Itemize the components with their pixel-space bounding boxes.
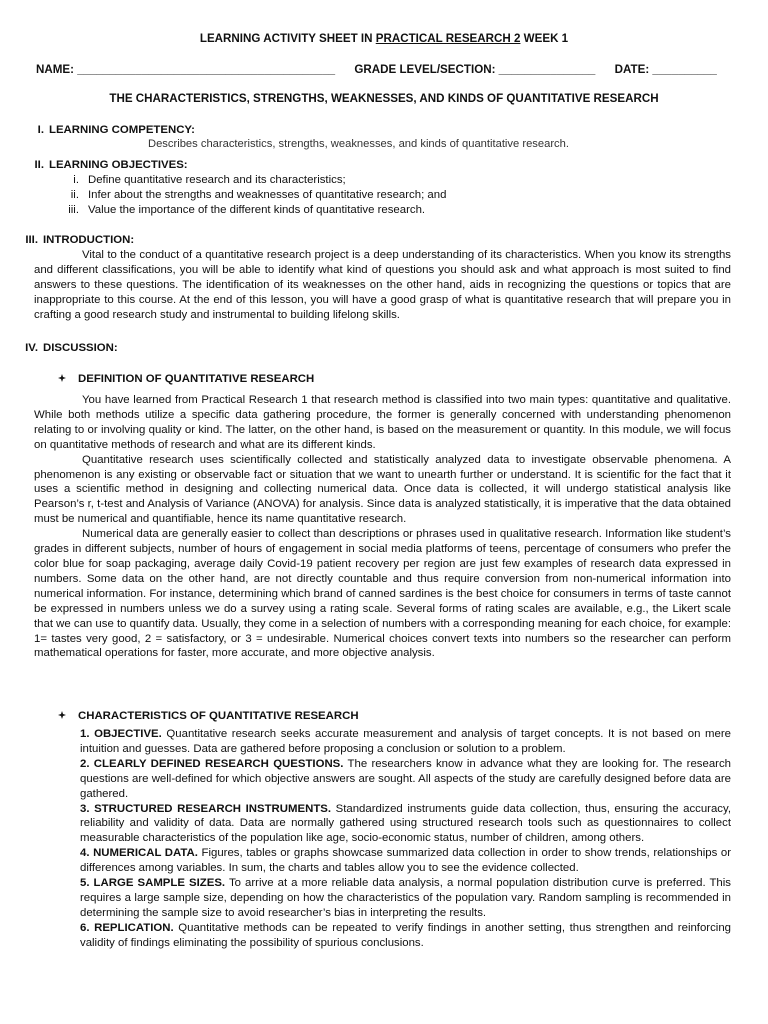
characteristic-text: Figures, tables or graphs showcase summarized data collection in order to show trends, relationships or differences among variables. In sum, the charts and tables allow you to see the evidence collected. [80, 847, 731, 875]
grade-section-field-label: GRADE LEVEL/SECTION: _______________ [354, 63, 596, 76]
objective-number: i. [73, 174, 79, 186]
section-title: LEARNING COMPETENCY: [49, 124, 195, 136]
competency-text: Describes characteristics, strengths, weaknesses, and kinds of quantitative research. [148, 138, 569, 150]
objectives-list [52, 173, 712, 219]
characteristic-text: The researchers know in advance what they are looking for. The research questions are well-defined for which objective answers are sought. All aspects of the study are carefully designed before data are gathered. [80, 757, 731, 800]
section-learning-competency [22, 123, 195, 138]
characteristic-text: To arrive at a more reliable data analysis, a normal population distribution curve is preferred. This requires a large sample size, depending on how the characteristics of the population vary. Random sampling is recommended in determining the sample size to avoid researcher’s bias in interpreting the results. [80, 877, 731, 919]
characteristics-heading [58, 709, 359, 724]
section-number: I. [37, 124, 44, 136]
objective-item [52, 188, 712, 203]
objective-item [52, 203, 712, 218]
characteristic-label: 4. NUMERICAL DATA. [80, 847, 198, 860]
section-learning-objectives [22, 158, 188, 173]
definition-body [34, 393, 731, 661]
section-discussion [16, 341, 118, 356]
section-title: INTRODUCTION: [43, 234, 135, 246]
characteristic-label: 3. STRUCTURED RESEARCH INSTRUMENTS. [80, 802, 332, 815]
diamond-bullet-icon [58, 374, 66, 382]
introduction-paragraph: Vital to the conduct of a quantitative research project is a deep understanding of its characteristics. When you know its strengths and different classifications, you will be able to identify what kind of questions you should ask and what approach is most suited to find answers to these questions. The identification of its weaknesses on the other hand, aids in recognizing the questions or topics that are inappropriate to this course. At the end of this lesson, you will have a good grasp of what is quantitative research that will prepare you in crafting a good research study and instrumental to building lifelong skills. [34, 249, 731, 321]
characteristic-item [80, 802, 731, 847]
title-suffix: WEEK 1 [520, 32, 569, 45]
student-info-line [36, 63, 736, 78]
definition-heading-text: DEFINITION OF QUANTITATIVE RESEARCH [78, 373, 315, 385]
characteristics-heading-text: CHARACTERISTICS OF QUANTITATIVE RESEARCH [78, 710, 359, 722]
section-introduction [16, 233, 134, 248]
section-number: III. [25, 234, 38, 246]
definition-paragraph: Quantitative research uses scientifically collected and statistically analyzed data to investigate observable phenomena. A phenomenon is any existing or observable fact or situation that we want to unearth further or understand. It is scientific for the fact that it uses a scientific method in designing and collecting numerical data. Once data is collected, it will undergo statistical analysis like Pearson’s r, t-test and Analysis of Variance (ANOVA) for analysis. Since data is analyzed statistically, it is imperative that the data obtained must be numerical and quantifiable, hence its name quantitative research. [34, 453, 731, 526]
definition-heading [58, 372, 314, 387]
objective-number: ii. [70, 189, 79, 202]
characteristic-label: 2. CLEARLY DEFINED RESEARCH QUESTIONS. [80, 757, 344, 770]
objective-number: iii. [68, 204, 79, 217]
characteristic-text: Quantitative methods can be repeated to verify findings in another setting, thus strengthen and reinforcing validity of findings eliminating the possibility of spurious conclusions. [80, 921, 731, 949]
characteristic-item [80, 727, 731, 757]
characteristic-label: 1. OBJECTIVE. [80, 728, 162, 740]
title-subject: PRACTICAL RESEARCH 2 [375, 32, 521, 45]
sheet-title [0, 32, 768, 47]
characteristic-text: Standardized instruments guide data collection, thus, ensuring the accuracy, reliability and validity of data. Data are normally gathered using structured research tools such as questionnaires to collect measurable characteristics of the population like age, socio-economic status, number of children, among others. [80, 802, 732, 845]
date-field-label: DATE: __________ [614, 63, 717, 76]
definition-paragraph: You have learned from Practical Research 1 that research method is classified into two main types: quantitative and qualitative. While both methods utilize a specific data gathering procedure, the former is generally concerned with understanding phenomenon relating to or involving quality or kind. The latter, on the other hand, is based on the measurement or quantity. In this module, we will focus on quantitative methods of research and what are its different kinds. [34, 394, 731, 451]
section-number: II. [34, 159, 44, 171]
characteristic-text: Quantitative research seeks accurate measurement and analysis of target concepts. It is not based on mere intuition and guesses. Data are gathered before proposing a conclusion or solution to a problem. [80, 728, 731, 755]
lesson-subtitle: THE CHARACTERISTICS, STRENGTHS, WEAKNESSES, AND KINDS OF QUANTITATIVE RESEARCH [109, 92, 659, 105]
title-prefix: LEARNING ACTIVITY SHEET IN [199, 32, 376, 45]
objective-text: Value the importance of the different kinds of quantitative research. [88, 204, 426, 217]
characteristic-item [80, 757, 731, 802]
characteristic-item [80, 876, 731, 921]
characteristic-item [80, 846, 731, 876]
diamond-bullet-icon [58, 711, 66, 719]
characteristic-item [80, 921, 731, 951]
section-title: LEARNING OBJECTIVES: [49, 159, 188, 171]
characteristics-list [80, 727, 731, 951]
name-field-label: NAME: ________________________________________ [36, 63, 336, 76]
section-title: DISCUSSION: [43, 342, 118, 354]
objective-item [52, 173, 712, 188]
objective-text: Define quantitative research and its characteristics; [88, 174, 346, 186]
section-number: IV. [25, 342, 38, 354]
characteristic-label: 6. REPLICATION. [80, 921, 174, 934]
characteristic-label: 5. LARGE SAMPLE SIZES. [80, 877, 226, 890]
objective-text: Infer about the strengths and weaknesses of quantitative research; and [88, 189, 447, 202]
definition-paragraph: Numerical data are generally easier to collect than descriptions or phrases used in qualitative research. Information like student’s grades in different subjects, number of hours of engagement in social media platforms of teens, percentage of consumers who prefer the color blue for soap packaging, average daily Covid-19 patient recovery per region are just few examples of research data expressed in numbers. Some data on the other hand, are not directly countable and thus require conversion from non-numerical information into numerical information. For instance, determining which brand of canned sardines is the best choice for consumers in terms of taste cannot be expressed in numbers unless we do a survey using a rating scale. Several forms of rating scales are available, e.g., the Likert scale that we can use to quantify data. Usually, they come in a selection of numbers with a corresponding meaning for each choice, for example: 1= tastes very good, 2 = satisfactory, or 3 = undesirable. Numerical choices convert texts into numbers so the researcher can perform mathematical operations for faster, more accurate, and more objective analysis. [34, 528, 731, 660]
